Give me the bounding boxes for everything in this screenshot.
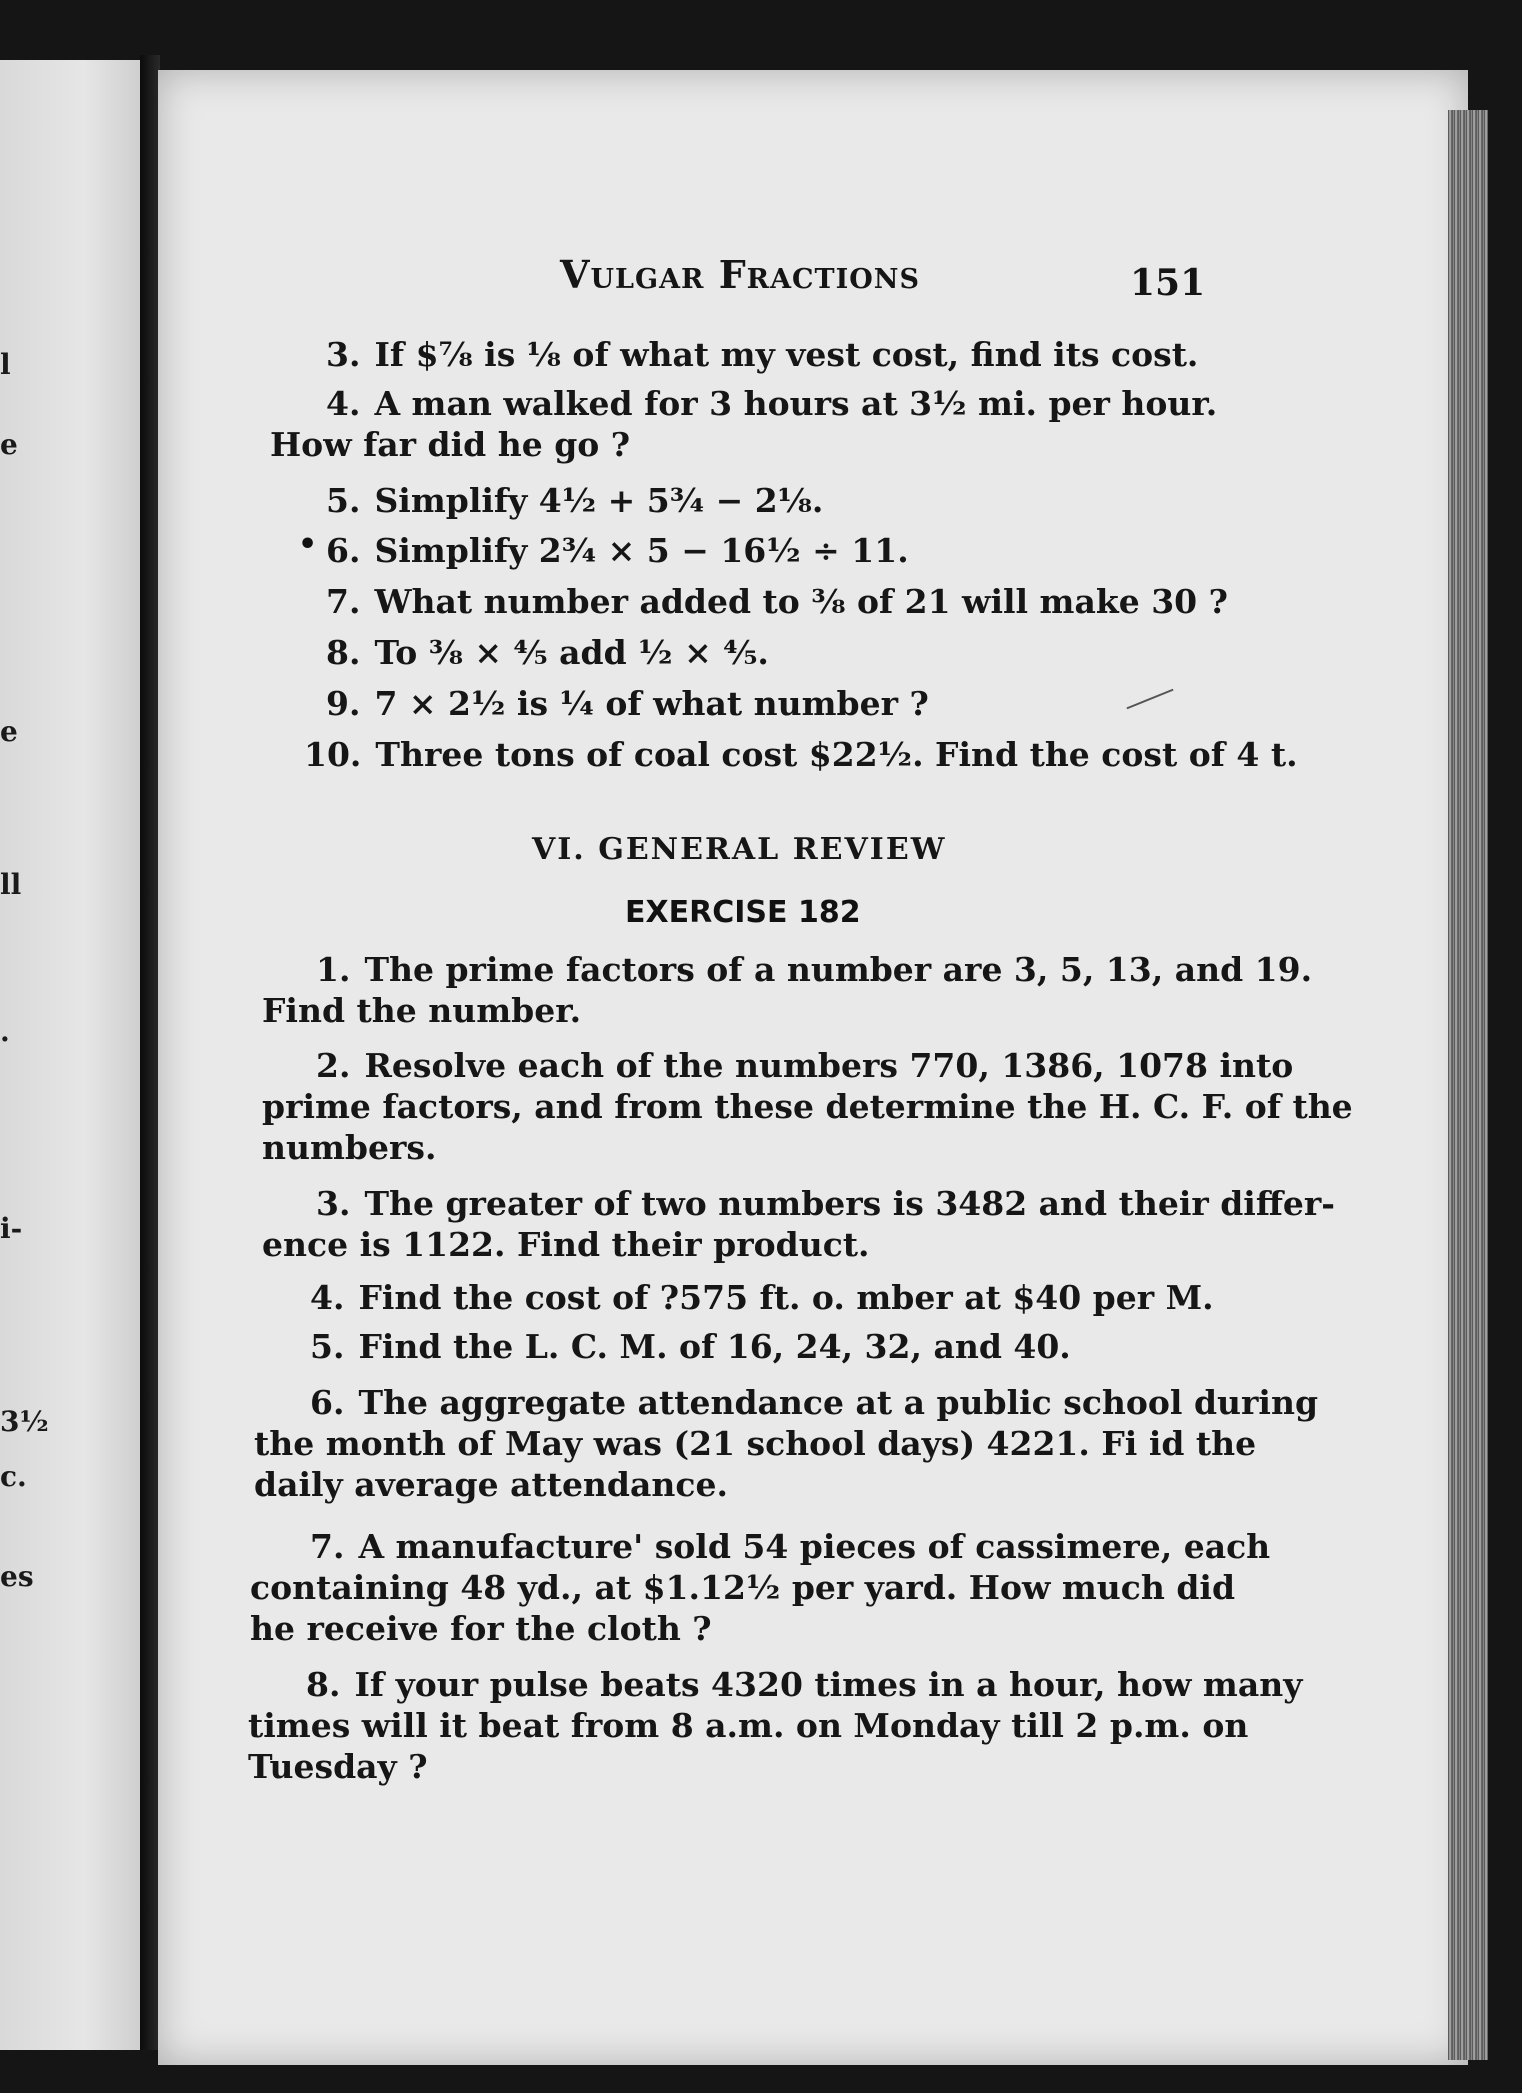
problem-item xyxy=(310,1383,1319,1422)
item-text: If your pulse beats 4320 times in a hour, how many xyxy=(354,1665,1303,1704)
facing-page-fragment: e xyxy=(0,428,18,461)
item-text: The aggregate attendance at a public school during xyxy=(358,1383,1319,1422)
item-continuation: daily average attendance. xyxy=(254,1465,728,1504)
page-number: 151 xyxy=(1130,262,1206,304)
item-text: A man walked for 3 hours at 3½ mi. per hour. xyxy=(374,384,1218,423)
item-text: The prime factors of a number are 3, 5, 13, and 19. xyxy=(364,950,1313,989)
problem-item xyxy=(310,1278,1214,1317)
item-text: 7 × 2½ is ¼ of what number ? xyxy=(374,684,929,723)
facing-page-fragment: i- xyxy=(0,1212,23,1245)
item-text: Find the cost of ?575 ft. o. mber at $40 per M. xyxy=(358,1278,1214,1317)
facing-page-fragment: 3½ xyxy=(0,1405,49,1438)
facing-page-fragment: c. xyxy=(0,1460,27,1493)
item-number: 4. xyxy=(326,384,361,423)
item-continuation: How far did he go ? xyxy=(270,425,631,464)
item-continuation: Tuesday ? xyxy=(248,1747,428,1786)
item-text: What number added to ⅜ of 21 will make 30 ? xyxy=(374,582,1228,621)
item-number: 7. xyxy=(310,1527,345,1566)
item-number: 8. xyxy=(306,1665,341,1704)
item-number: 2. xyxy=(316,1046,351,1085)
item-number: 4. xyxy=(310,1278,345,1317)
section-title: VI. GENERAL REVIEW xyxy=(532,832,947,867)
item-number: 3. xyxy=(326,335,361,374)
facing-page-fragment: es xyxy=(0,1560,34,1593)
item-number: 6. xyxy=(326,531,361,570)
item-text: Simplify 2¾ × 5 − 16½ ÷ 11. xyxy=(374,531,909,570)
problem-item xyxy=(306,1665,1303,1704)
exercise-title: EXERCISE 182 xyxy=(625,895,861,930)
previous-exercise-item xyxy=(326,335,1199,374)
item-text: A manufacture' sold 54 pieces of cassimere, each xyxy=(358,1527,1271,1566)
problem-item xyxy=(310,1527,1271,1566)
book-gutter xyxy=(140,55,160,2050)
item-continuation: numbers. xyxy=(262,1128,437,1167)
facing-page-fragment: . xyxy=(0,1015,10,1048)
item-text: The greater of two numbers is 3482 and their differ- xyxy=(364,1184,1336,1223)
item-number: 5. xyxy=(326,481,361,520)
item-text: Simplify 4½ + 5¾ − 2⅛. xyxy=(374,481,824,520)
item-continuation: the month of May was (21 school days) 4221. Fi id the xyxy=(254,1424,1257,1463)
item-number: 7. xyxy=(326,582,361,621)
item-text: If $⅞ is ⅛ of what my vest cost, find its cost. xyxy=(374,335,1199,374)
item-number: 5. xyxy=(310,1327,345,1366)
item-number: 1. xyxy=(316,950,351,989)
facing-page-fragment: l xyxy=(0,348,11,381)
previous-exercise-item xyxy=(304,735,1298,774)
previous-exercise-item xyxy=(326,582,1228,621)
problem-item xyxy=(316,1046,1294,1085)
item-continuation: containing 48 yd., at $1.12½ per yard. How much did xyxy=(250,1568,1236,1607)
item-text: To ⅜ × ⅘ add ½ × ⅘. xyxy=(374,633,769,672)
previous-exercise-item xyxy=(326,384,1218,423)
item-text: Resolve each of the numbers 770, 1386, 1078 into xyxy=(364,1046,1294,1085)
item-text: Three tons of coal cost $22½. Find the cost of 4 t. xyxy=(375,735,1298,774)
page-stack-edge xyxy=(1448,110,1488,2060)
margin-dot: • xyxy=(298,527,318,562)
facing-page-fragment: e xyxy=(0,715,18,748)
item-continuation: times will it beat from 8 a.m. on Monday till 2 p.m. on xyxy=(248,1706,1249,1745)
problem-item xyxy=(316,950,1313,989)
item-number: 8. xyxy=(326,633,361,672)
facing-page-edge xyxy=(0,60,140,2050)
item-number: 3. xyxy=(316,1184,351,1223)
item-text: Find the L. C. M. of 16, 24, 32, and 40. xyxy=(358,1327,1071,1366)
running-head: Vulgar Fractions xyxy=(560,252,920,297)
previous-exercise-item xyxy=(326,531,909,570)
item-number: 10. xyxy=(304,735,362,774)
previous-exercise-item xyxy=(326,684,929,723)
facing-page-fragment: ll xyxy=(0,868,22,901)
previous-exercise-item xyxy=(326,481,824,520)
item-continuation: Find the number. xyxy=(262,991,582,1030)
item-continuation: ence is 1122. Find their product. xyxy=(262,1225,870,1264)
item-number: 9. xyxy=(326,684,361,723)
item-continuation: he receive for the cloth ? xyxy=(250,1609,712,1648)
item-continuation: prime factors, and from these determine the H. C. F. of the xyxy=(262,1087,1353,1126)
problem-item xyxy=(310,1327,1071,1366)
item-number: 6. xyxy=(310,1383,345,1422)
previous-exercise-item xyxy=(326,633,769,672)
problem-item xyxy=(316,1184,1336,1223)
